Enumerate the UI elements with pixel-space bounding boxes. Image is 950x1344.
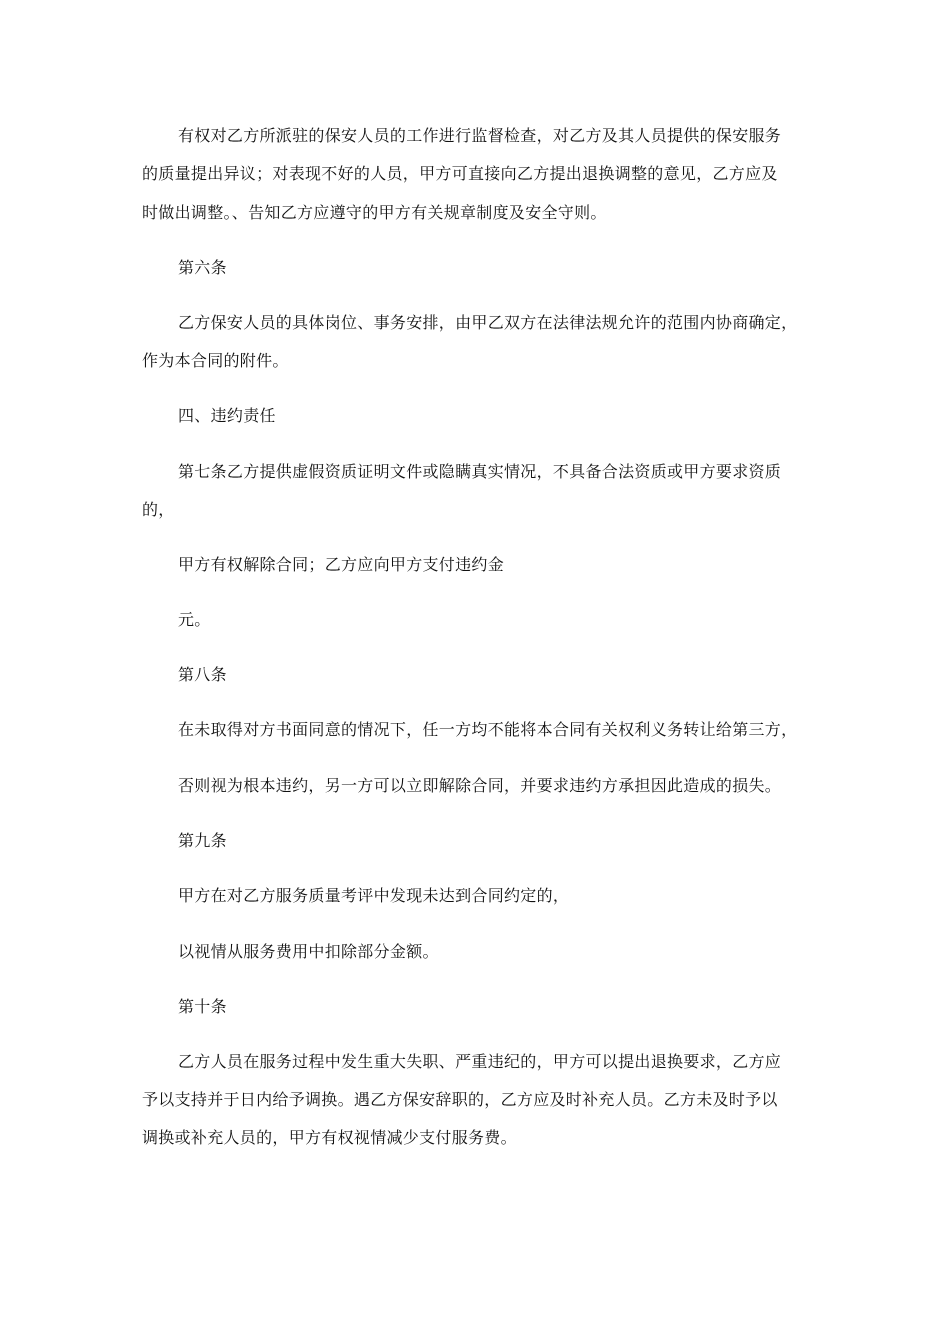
section-heading: 第九条	[178, 831, 227, 850]
section-heading: 第六条	[178, 258, 227, 277]
section-heading: 第八条	[178, 665, 227, 684]
text-line: 元。	[178, 610, 211, 629]
text-line: 在未取得对方书面同意的情况下，任一方均不能将本合同有关权利义务转让给第三方，	[178, 720, 798, 739]
text-line: 乙方保安人员的具体岗位、事务安排，由甲乙双方在法律法规允许的范围内协商确定，	[178, 313, 798, 332]
text-line: 乙方人员在服务过程中发生重大失职、严重违纪的，甲方可以提出退换要求，乙方应	[178, 1052, 782, 1071]
text-line: 甲方在对乙方服务质量考评中发现未达到合同约定的，	[178, 886, 570, 905]
text-line: 的，	[142, 500, 175, 519]
text-line: 的质量提出异议；对表现不好的人员，甲方可直接向乙方提出退换调整的意见，乙方应及	[142, 164, 778, 183]
text-line: 否则视为根本违约，另一方可以立即解除合同，并要求违约方承担因此造成的损失。	[178, 776, 782, 795]
text-line: 以视情从服务费用中扣除部分金额。	[178, 942, 439, 961]
text-line: 第七条乙方提供虚假资质证明文件或隐瞒真实情况，不具备合法资质或甲方要求资质	[178, 462, 782, 481]
text-line: 调换或补充人员的，甲方有权视情减少支付服务费。	[142, 1128, 517, 1147]
section-heading: 第十条	[178, 997, 227, 1016]
text-line: 予以支持并于日内给予调换。遇乙方保安辞职的，乙方应及时补充人员。乙方未及时予以	[142, 1090, 778, 1109]
text-line: 时做出调整。、告知乙方应遵守的甲方有关规章制度及安全守则。	[142, 203, 607, 222]
text-line: 作为本合同的附件。	[142, 351, 289, 370]
text-line: 甲方有权解除合同；乙方应向甲方支付违约金	[178, 555, 505, 574]
section-heading: 四、违约责任	[178, 406, 276, 425]
text-line: 有权对乙方所派驻的保安人员的工作进行监督检查，对乙方及其人员提供的保安服务	[178, 126, 782, 145]
